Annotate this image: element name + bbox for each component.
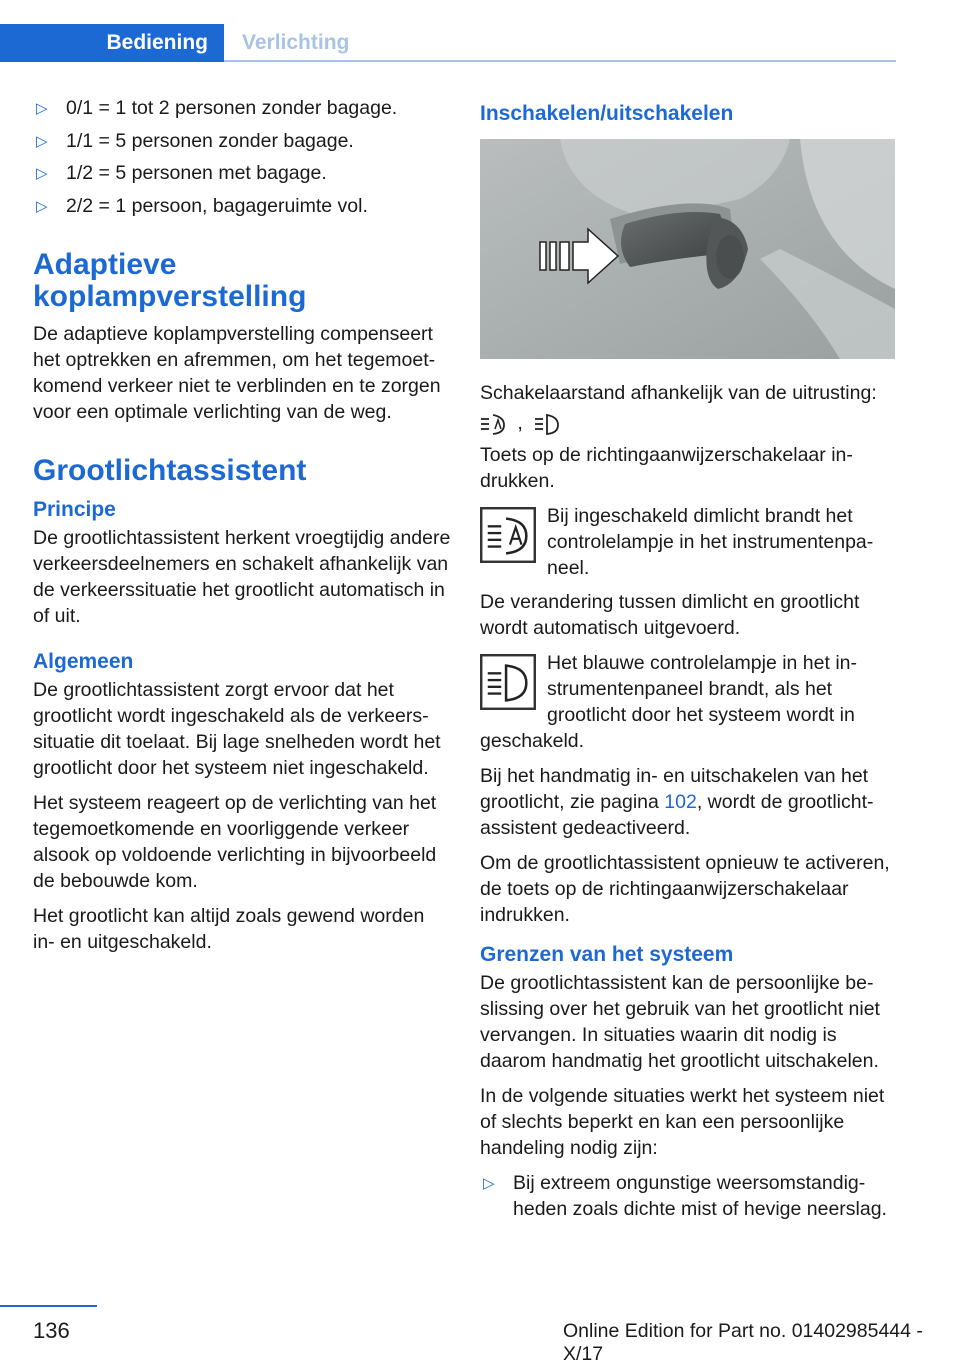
heading-algemeen: Algemeen [33, 649, 134, 673]
paragraph-algemeen-1: De grootlichtassistent zorgt ervoor dat het grootlicht wordt ingeschakeld als de verkeerssituatie dit toelaat. Bij lage snelheden wordt het grootlicht door het systeem niet ingeschakeld. [33, 678, 441, 779]
limits-bullet-list [480, 1170, 898, 1222]
tab-verlichting-label: Verlichting [242, 31, 350, 54]
paragraph-switch-position: Schakelaarstand afhankelijk van de uitrusting: [480, 382, 877, 404]
high-beam-icon [534, 412, 560, 436]
list-item-text: 2/2 = 1 persoon, bagageruimte vol. [66, 194, 368, 217]
list-item-text: 1/1 = 5 personen zonder bagage. [66, 129, 354, 152]
tab-verlichting[interactable] [224, 24, 349, 62]
triangle-bullet-icon: ▷ [36, 197, 48, 215]
paragraph-manual-switch [480, 763, 898, 841]
indicator-low-beam-text: Bij ingeschakeld dimlicht brandt het controlelampje in het instrumentenpaneel. [547, 505, 874, 579]
heading-line-1: Adaptieve [33, 247, 177, 281]
paragraph-algemeen-3: Het grootlicht kan altijd zoals gewend worden in- en uitgeschakeld. [33, 904, 425, 953]
page-number: 136 [33, 1318, 70, 1343]
list-item [33, 95, 451, 121]
triangle-bullet-icon: ▷ [483, 1175, 495, 1192]
turn-signal-lever-illustration [480, 139, 895, 359]
paragraph-manual-switch-text: Bij het handmatig in- en uitschakelen van het grootlicht, zie pagina [480, 765, 869, 813]
list-item [33, 128, 451, 154]
triangle-bullet-icon: ▷ [36, 132, 48, 150]
paragraph-adaptive: De adaptieve koplampverstelling compenseert het optrekken en afremmen, om het tegemoetkomend verkeer niet te verblinden en te zorgen voor een optimale verlichting van de weg. [33, 322, 441, 423]
indicator-high-beam-row [480, 650, 898, 728]
tab-bediening-label: Bediening [106, 31, 208, 54]
paragraph-principe: De grootlichtassistent herkent vroegtijdig andere verkeersdeelnemers en schakelt afhankelijk van de verkeerssituatie het grootlicht automatisch in of uit. [33, 526, 451, 627]
paragraph-limits-1: De grootlichtassistent kan de persoonlijke beslissing over het gebruik van het grootlicht niet vervangen. In situaties waarin dit nodig is daarom handmatig het grootlicht uitschakelen. [480, 972, 880, 1072]
list-item-text: 1/2 = 5 personen met bagage. [66, 162, 327, 184]
list-item [33, 193, 451, 219]
paragraph-reactivate: Om de grootlichtassistent opnieuw te activeren, de toets op de richtingaanwijzerschakelaar indrukken. [480, 852, 890, 926]
left-column [33, 95, 451, 964]
right-column [480, 95, 898, 1229]
paragraph-press-button: Toets op de richtingaanwijzerschakelaar indrukken. [480, 444, 853, 492]
list-item [480, 1170, 898, 1222]
high-beam-indicator-icon [480, 654, 536, 710]
heading-adaptive-headlight [33, 249, 451, 313]
indicator-low-beam-row [480, 503, 898, 581]
footer-divider [0, 1305, 97, 1307]
list-item-text: Bij extreem ongunstige weersomstandigheden zoals dichte mist of hevige neerslag. [513, 1172, 887, 1220]
list-item-text: 0/1 = 1 tot 2 personen zonder bagage. [66, 97, 398, 119]
heading-high-beam-assistant: Grootlichtassistent [33, 453, 307, 487]
triangle-bullet-icon: ▷ [36, 165, 48, 182]
edition-note: Online Edition for Part no. 01402985444 - X/17 [563, 1320, 923, 1362]
indicator-high-beam-text: Het blauwe controlelampje in het instrumentenpaneel brandt, als het grootlicht door het systeem wordt in [547, 652, 858, 726]
load-bullet-list [33, 95, 451, 219]
tab-bediening[interactable] [0, 24, 224, 62]
paragraph-limits-2: In de volgende situaties werkt het systeem niet of slechts beperkt en kan een persoonlijke handeling nodig zijn: [480, 1085, 885, 1159]
indicator-high-beam-tail: geschakeld. [480, 730, 585, 752]
heading-line-2: koplampverstelling [33, 279, 307, 313]
heading-system-limits: Grenzen van het systeem [480, 943, 734, 966]
paragraph-manual-switch-text-end: , wordt de grootlichtassistent gedeactiveerd. [480, 791, 874, 839]
header-divider [224, 60, 896, 62]
paragraph-automatic-change: De verandering tussen dimlicht en grootlicht wordt automatisch uitgevoerd. [480, 591, 860, 639]
high-beam-assistant-icon [480, 412, 506, 436]
list-item [33, 160, 451, 186]
paragraph-algemeen-2: Het systeem reageert op de verlichting van het tegemoetkomende en voorliggende verkeer alsook op voldoende verlichting in bijvoorbeeld de bebouwde kom. [33, 791, 437, 892]
high-beam-assistant-indicator-icon [480, 507, 536, 563]
page-reference-link[interactable]: 102 [664, 791, 697, 813]
triangle-bullet-icon: ▷ [36, 100, 48, 117]
page-header [0, 0, 960, 62]
heading-principe: Principe [33, 497, 116, 521]
heading-switch-on-off: Inschakelen/uitschakelen [480, 102, 734, 125]
equipment-icon-row [480, 410, 898, 436]
icon-separator: , [517, 412, 523, 434]
